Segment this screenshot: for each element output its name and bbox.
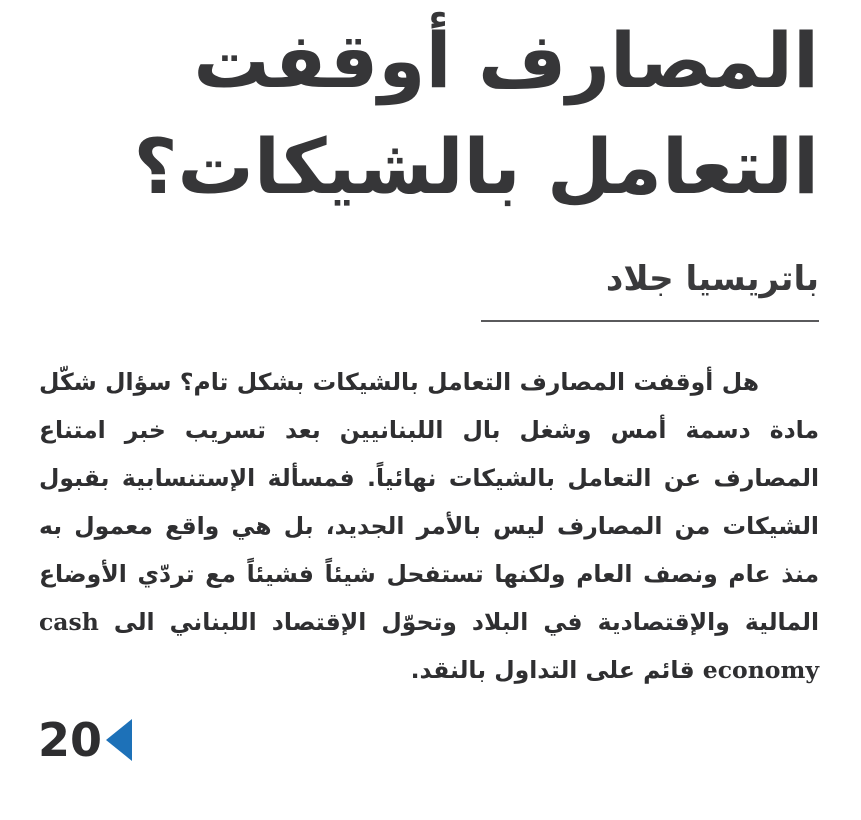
paragraph-latin-term: cash economy (39, 608, 819, 684)
page-number: 20 (38, 713, 103, 767)
paragraph-text-end: قائم على التداول بالنقد. (410, 656, 695, 684)
page-number-marker (38, 712, 132, 768)
paragraph-text-main: هل أوقفت المصارف التعامل بالشيكات بشكل تام؟ سؤال شكّل مادة دسمة أمس وشغل بال اللبنانيين بعد تسريب خبر امتناع المصارف عن التعامل بالشيكات نهائياً. فمسألة الإستنسابية بقبول الشيكات من المصارف ليس بالأمر الجديد، بل هي واقع معمول به منذ عام ونصف العام ولكنها تستفحل شيئاً فشيئاً مع تردّي الأوضاع المالية والإقتصادية في البلاد وتحوّل الإقتصاد اللبناني الى (39, 368, 819, 636)
byline-divider (481, 320, 819, 322)
article-headline: المصارف أوقفت التعامل بالشيكات؟ (133, 16, 819, 211)
author-byline: باتريسيا جلاد (605, 259, 819, 299)
article-paragraph (39, 358, 819, 694)
left-triangle-icon (106, 719, 132, 761)
